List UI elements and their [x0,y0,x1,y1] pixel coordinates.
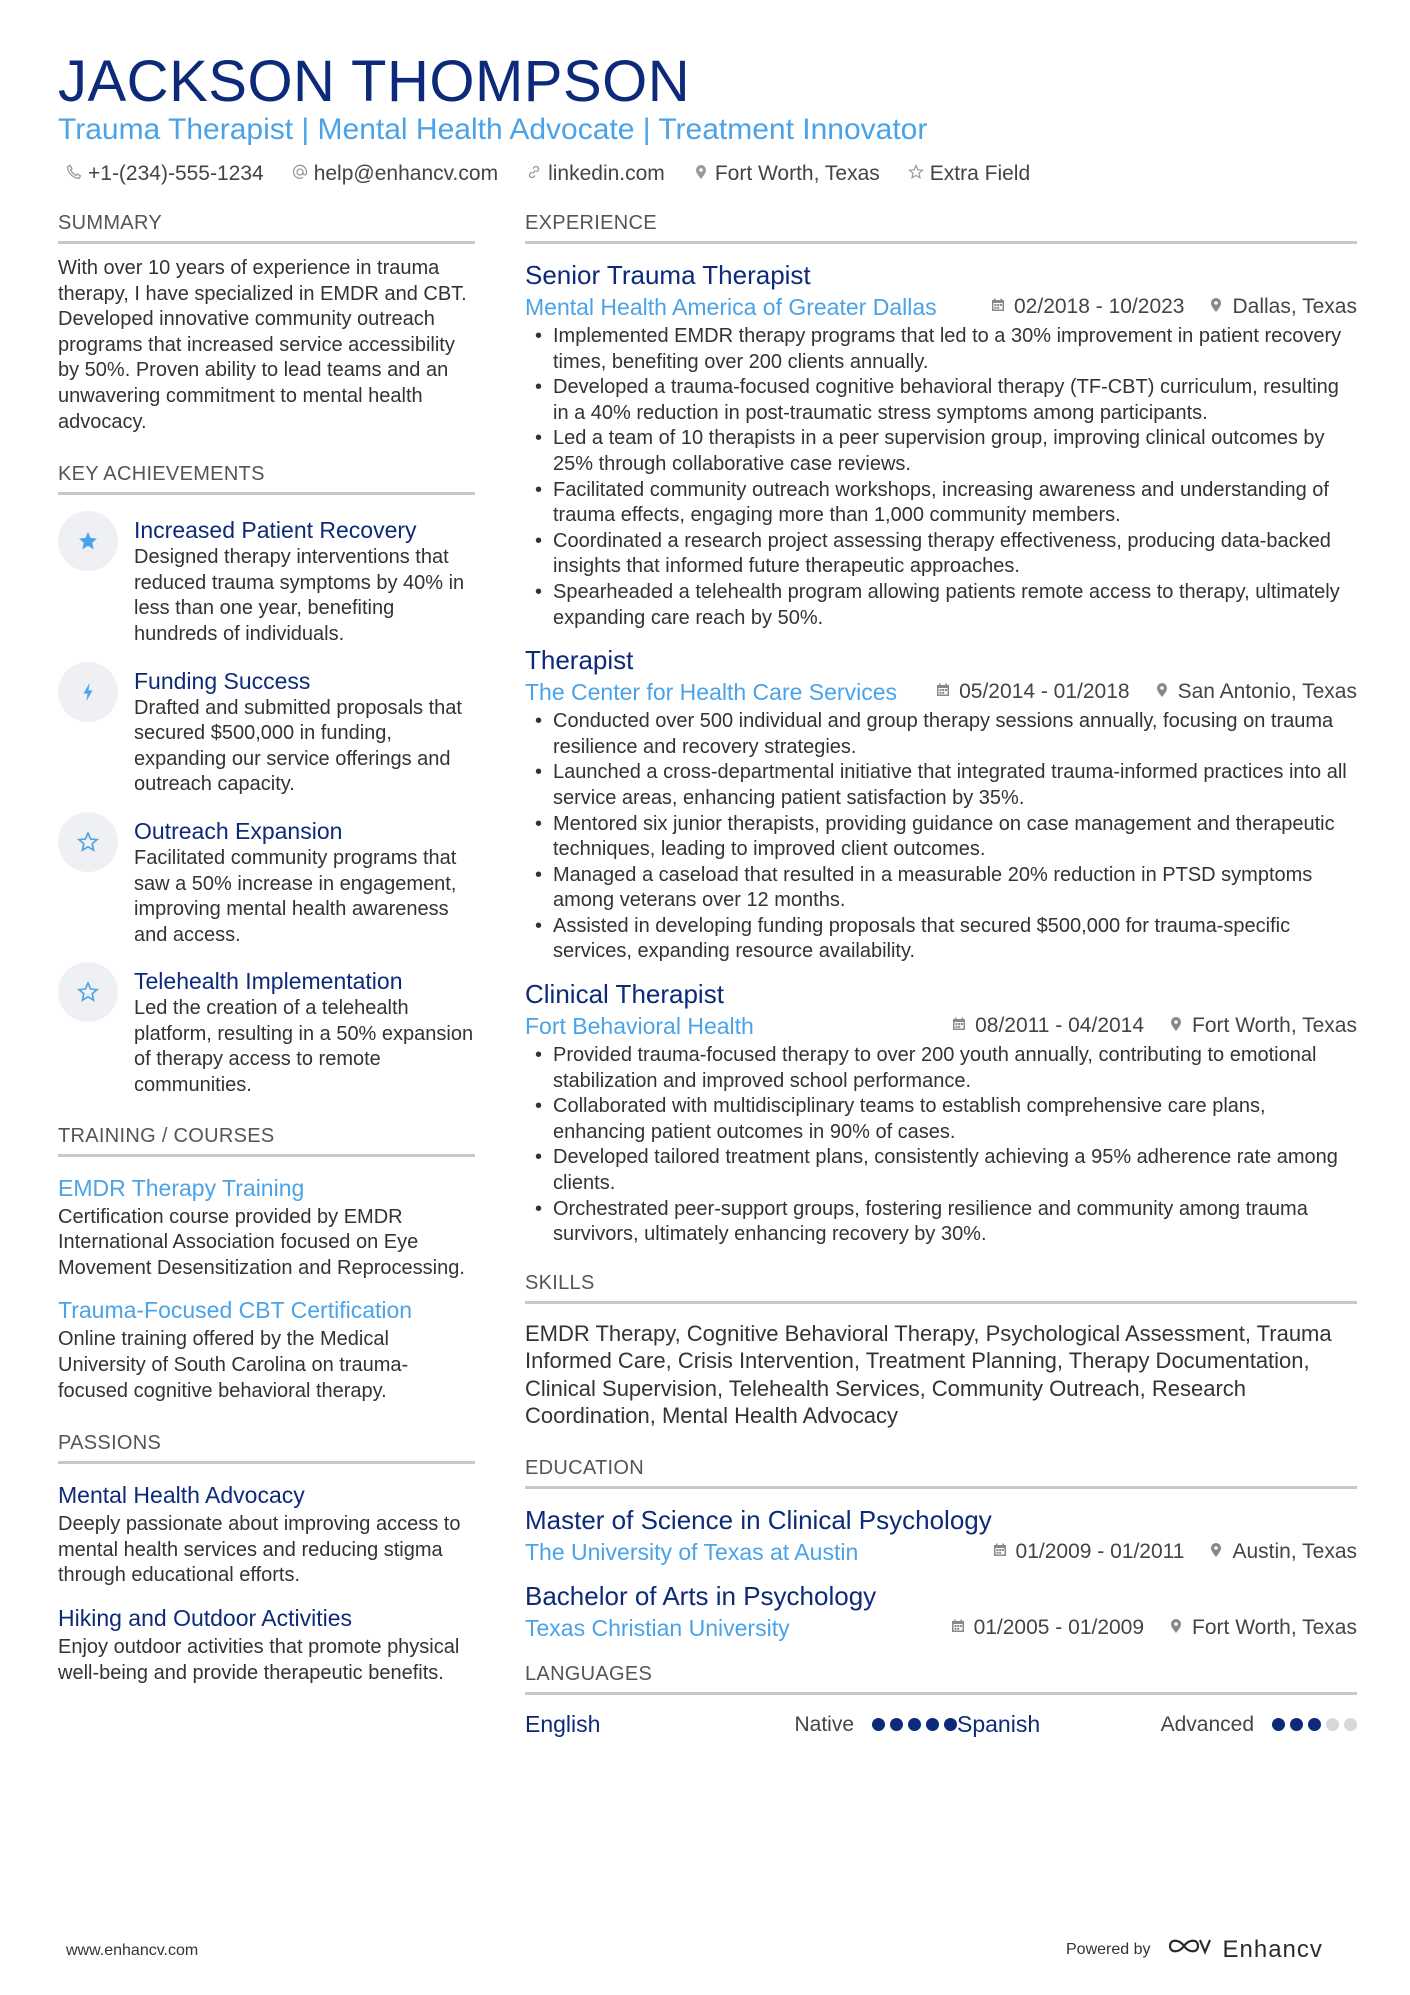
calendar-icon [990,292,1006,322]
passion-title: Mental Health Advocacy [58,1482,305,1509]
rating-dot-empty [1344,1718,1357,1731]
bullet-item: • Conducted over 500 individual and group therapy sessions annually, focusing on trauma resilience and recovery strategies. [525,709,1357,760]
star-icon [908,162,924,186]
rating-dot-empty [1326,1718,1339,1731]
date-text: 01/2005 - 01/2009 [973,1616,1145,1640]
date-text: 01/2009 - 01/2011 [1015,1540,1185,1564]
achievement-title: Telehealth Implementation [134,968,403,995]
lightning-icon [58,662,118,722]
location-text: San Antonio, Texas [1177,680,1357,704]
location-icon [1208,292,1224,322]
date-text: 05/2014 - 01/2018 [959,680,1130,704]
section-title: TRAINING / COURSES [58,1125,475,1157]
language-item [525,1711,957,1738]
education-location [1168,1613,1357,1643]
job-bullets [525,324,1357,631]
star-outline-icon [58,962,118,1022]
rating-dot-filled [926,1718,939,1731]
passion-text: Deeply passionate about improving access to mental health services and reducing stigma through educational efforts. [58,1513,461,1587]
achievement-item [58,511,475,647]
enhancv-logo-icon [1167,1934,1213,1965]
footer-branding [1066,1934,1323,1965]
calendar-icon [951,1011,967,1041]
section-title: EDUCATION [525,1457,1357,1489]
training-item [58,1295,475,1404]
rating-dot-filled [944,1718,957,1731]
job-title: Senior Trauma Therapist [525,260,811,290]
bullet-item: • Launched a cross-departmental initiative that integrated trauma-informed practices into all service areas, enhancing patient satisfaction by 35%. [525,760,1357,811]
job-entry [525,977,1357,1248]
at-icon [292,162,308,186]
bullet-item: • Mentored six junior therapists, providing guidance on case management and therapeutic techniques, leading to improved client outcomes. [525,812,1357,863]
achievement-text: Facilitated community programs that saw a 50% increase in engagement, improving mental health awareness and access. [134,846,457,946]
calendar-icon [992,1537,1008,1567]
language-level: Native [794,1712,854,1736]
training-title: Trauma-Focused CBT Certification [58,1297,413,1324]
training-title: EMDR Therapy Training [58,1174,305,1201]
star-filled-icon [58,511,118,571]
degree-title: Bachelor of Arts in Psychology [525,1581,877,1612]
contact-email[interactable] [292,162,498,186]
date-text: 02/2018 - 10/2023 [1014,295,1185,318]
bullet-item: • Assisted in developing funding proposals that secured $500,000 for trauma-specific services, expanding resource availability. [525,914,1357,965]
achievement-title: Outreach Expansion [134,817,343,844]
contact-text: +1-(234)-555-1234 [88,162,264,185]
education-meta [525,1613,1357,1643]
job-meta [525,1011,1357,1041]
location-icon [693,162,709,186]
school-name: Texas Christian University [525,1615,790,1642]
section-title: LANGUAGES [525,1663,1357,1695]
achievements-section [58,463,475,1099]
education-dates [950,1613,1144,1643]
location-text: Fort Worth, Texas [1192,1014,1357,1038]
achievement-title: Funding Success [134,667,311,694]
powered-by-text: Powered by [1066,1940,1151,1958]
bullet-item: • Provided trauma-focused therapy to over 200 youth annually, contributing to emotional stabilization and improved school performance. [525,1043,1357,1094]
language-name: Spanish [957,1711,1041,1738]
left-column [58,212,475,1686]
rating-dot-filled [908,1718,921,1731]
contact-location [693,162,880,186]
passion-item [58,1603,475,1686]
contact-text: help@enhancv.com [313,162,499,185]
passion-text: Enjoy outdoor activities that promote physical well-being and provide therapeutic benefits. [58,1636,460,1684]
bullet-item: • Developed a trauma-focused cognitive behavioral therapy (TF-CBT) curriculum, resulting in a 40% reduction in post-traumatic stress symptoms among participants. [525,375,1357,426]
contact-bar [66,162,1030,186]
job-location [1168,1011,1357,1041]
bullet-item: • Led a team of 10 therapists in a peer supervision group, improving clinical outcomes by 25% through collaborative case reviews. [525,426,1357,477]
language-rating [1272,1718,1357,1731]
contact-text: Extra Field [929,162,1031,185]
job-entry [525,643,1357,965]
candidate-tagline: Trauma Therapist | Mental Health Advocate | Treatment Innovator [58,113,928,146]
bullet-item: • Collaborated with multidisciplinary teams to establish comprehensive care plans, enhancing patient outcomes in 90% of cases. [525,1094,1357,1145]
skills-text: EMDR Therapy, Cognitive Behavioral Therapy, Psychological Assessment, Trauma Informed Care, Crisis Intervention, Treatment Planning, Therapy Documentation, Clinical Supervision, Telehealth Services, Community Outreach, Research Coordination, Mental Health Advocacy [525,1320,1332,1429]
job-location [1154,677,1357,707]
job-meta [525,677,1357,707]
education-item [525,1579,1357,1643]
achievement-text: Led the creation of a telehealth platform, resulting in a 50% expansion of therapy access to remote communities. [134,997,474,1097]
bullet-item: • Facilitated community outreach workshops, increasing awareness and understanding of trauma effects, engaging more than 1,000 community members. [525,478,1357,529]
job-title: Therapist [525,645,634,676]
training-text: Online training offered by the Medical University of South Carolina on trauma-focused cognitive behavioral therapy. [58,1328,409,1402]
job-company: Mental Health America of Greater Dallas [525,294,937,320]
experience-section [525,212,1357,1248]
passion-item [58,1480,475,1589]
achievement-item [58,812,475,948]
right-column [525,212,1357,1738]
job-bullets [525,709,1357,965]
section-title: KEY ACHIEVEMENTS [58,463,475,495]
job-location [1208,292,1357,322]
section-title: SKILLS [525,1272,1357,1304]
section-title: PASSIONS [58,1432,475,1464]
section-title: EXPERIENCE [525,212,1357,244]
achievement-text: Drafted and submitted proposals that secured $500,000 in funding, expanding our service offerings and outreach capacity. [134,696,462,796]
rating-dot-filled [872,1718,885,1731]
section-title: SUMMARY [58,212,475,244]
training-text: Certification course provided by EMDR International Association focused on Eye Movement Desensitization and Reprocessing. [58,1205,465,1279]
contact-extra [908,162,1030,186]
education-meta [525,1537,1357,1567]
job-meta [525,292,1357,322]
bullet-item: • Spearheaded a telehealth program allowing patients remote access to therapy, ultimately expanding care reach by 50%. [525,580,1357,631]
location-icon [1154,677,1170,707]
summary-section [58,212,475,435]
achievement-text: Designed therapy interventions that reduced trauma symptoms by 40% in less than one year, benefiting hundreds of individuals. [134,546,465,645]
location-text: Dallas, Texas [1232,295,1357,318]
training-section [58,1125,475,1405]
phone-icon [66,162,82,186]
school-name: The University of Texas at Austin [525,1539,859,1566]
location-icon [1168,1613,1184,1643]
job-entry [525,258,1357,631]
date-text: 08/2011 - 04/2014 [975,1014,1145,1038]
achievement-item [58,662,475,798]
bullet-item: • Developed tailored treatment plans, consistently achieving a 95% adherence rate among clients. [525,1145,1357,1196]
passion-title: Hiking and Outdoor Activities [58,1605,353,1631]
star-outline-icon [58,812,118,872]
job-dates [990,292,1184,322]
calendar-icon [935,677,951,707]
contact-text: Fort Worth, Texas [714,162,880,185]
language-level: Advanced [1160,1712,1254,1736]
rating-dot-filled [1272,1718,1285,1731]
link-icon [526,162,542,186]
degree-title: Master of Science in Clinical Psychology [525,1505,992,1536]
language-rating [872,1718,957,1731]
rating-dot-filled [890,1718,903,1731]
education-dates [992,1537,1185,1567]
location-text: Austin, Texas [1232,1540,1357,1564]
skills-section [525,1272,1357,1430]
location-text: Fort Worth, Texas [1192,1616,1357,1640]
job-dates [951,1011,1144,1041]
brand-name: Enhancv [1222,1935,1323,1963]
bullet-item: • Managed a caseload that resulted in a measurable 20% reduction in PTSD symptoms among veterans over 12 months. [525,863,1357,914]
job-title: Clinical Therapist [525,979,724,1010]
training-item [58,1173,475,1282]
candidate-name: JACKSON THOMPSON [58,49,691,114]
bullet-item: • Coordinated a research project assessing therapy effectiveness, producing data-backed insights that informed future therapeutic approaches. [525,529,1357,580]
passions-section [58,1432,475,1686]
contact-linkedin[interactable] [526,162,665,186]
education-section [525,1457,1357,1643]
rating-dot-filled [1308,1718,1321,1731]
location-icon [1208,1537,1224,1567]
calendar-icon [950,1613,966,1643]
languages-section [525,1663,1357,1738]
job-company: Fort Behavioral Health [525,1013,754,1040]
achievement-item [58,962,475,1098]
education-location [1208,1537,1357,1567]
brand-logo[interactable] [1167,1934,1323,1965]
job-dates [935,677,1129,707]
language-item [957,1711,1357,1738]
education-item [525,1503,1357,1567]
bullet-item: • Orchestrated peer-support groups, fostering resilience and community among trauma survivors, ultimately enhancing recovery by 30%. [525,1197,1357,1248]
languages-list [525,1711,1357,1738]
footer-website[interactable]: www.enhancv.com [66,1942,199,1959]
rating-dot-filled [1290,1718,1303,1731]
job-bullets [525,1043,1357,1248]
achievement-title: Increased Patient Recovery [134,517,417,544]
summary-text: With over 10 years of experience in trauma therapy, I have specialized in EMDR and CBT. Developed innovative community outreach programs that increased service accessibility by 50%. Proven ability to lead teams and an unwavering commitment to mental health advocacy. [58,257,467,433]
language-name: English [525,1711,601,1738]
job-company: The Center for Health Care Services [525,679,897,706]
contact-text: linkedin.com [548,162,665,185]
bullet-item: • Implemented EMDR therapy programs that led to a 30% improvement in patient recovery times, benefiting over 200 clients annually. [525,324,1357,375]
location-icon [1168,1011,1184,1041]
contact-phone[interactable] [66,162,264,186]
